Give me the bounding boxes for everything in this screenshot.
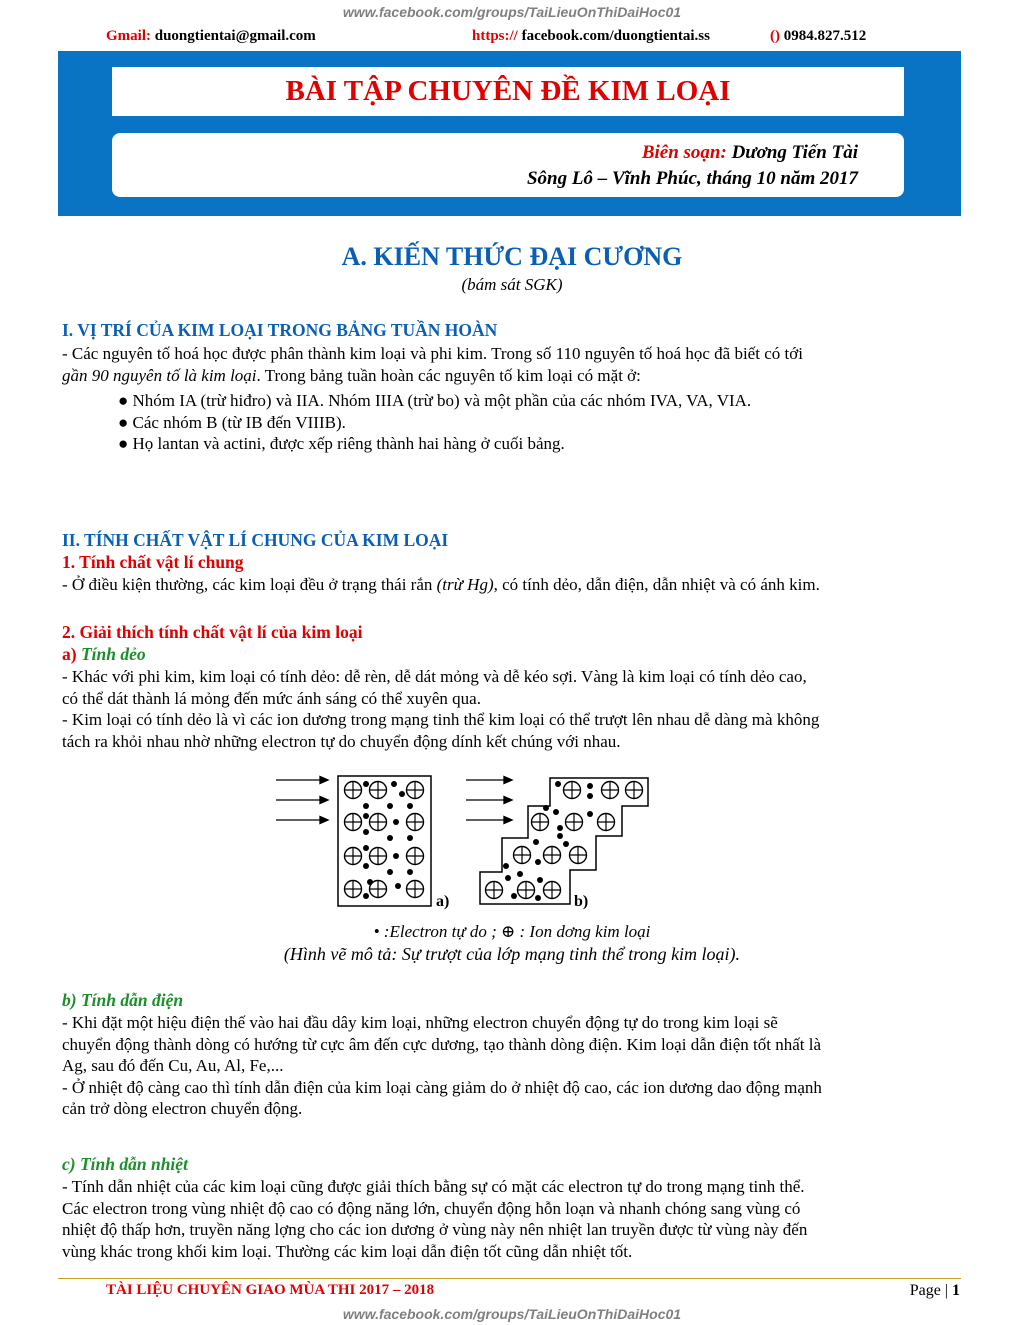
paragraph-line: - Tính dẫn nhiệt của các kim loại cũng được giải thích bằng sự có mặt các electron tự do trong mạng tinh thể. [62,1177,805,1196]
general-text-italic: (trừ Hg) [436,575,494,594]
bullet-item: ● Họ lantan và actini, được xếp riêng thành hai hàng ở cuối bảng. [118,434,565,453]
paragraph-line: chuyển động thành dòng có hướng từ cực âm đến cực dương, tạo thành dòng điện. Kim loại dẫn điện tốt nhất là [62,1034,821,1054]
facebook-value[interactable]: facebook.com/duongtientai.ss [521,28,710,44]
phone-contact: () 0984.827.512 [770,28,867,44]
https-label: https:// [472,28,518,44]
paragraph-line: - Khác với phi kim, kim loại có tính dẻo: dễ rèn, dễ dát mỏng và dễ kéo sợi. Vàng là kim loại có tính dẻo cao, [62,667,807,686]
heading-physical-properties: II. TÍNH CHẤT VẬT LÍ CHUNG CỦA KIM LOẠI [62,530,449,550]
heading-ductility [62,644,146,665]
section-subtitle: (bám sát SGK) [461,275,563,294]
phone-icon: ( [770,28,775,44]
heading-thermal: c) Tính dẫn nhiệt [62,1154,188,1174]
paragraph-line: - Ở nhiệt độ càng cao thì tính dẫn điện của kim loại càng giảm do ở nhiệt độ cao, các ion dương dao động mạnh [62,1077,822,1097]
ductility-title: Tính dẻo [80,644,146,664]
paragraph-line: nhiệt độ thấp hơn, truyền năng lợng cho các ion dương ở vùng này nên nhiệt lan truyền được từ vùng này đến [62,1220,808,1239]
paragraph-line: - Khi đặt một hiệu điện thế vào hai đầu dây kim loại, những electron chuyển động tự do trong kim loại sẽ [62,1013,778,1032]
position-bullets [118,390,751,455]
footer-divider [58,1278,961,1279]
figure-legend: • :Electron tự do ; ⊕ : Ion dơng kim loại [373,922,651,941]
paragraph-line: Ag, sau đó đến Cu, Au, Al, Fe,... [62,1056,284,1075]
ductility-paragraph [62,666,962,752]
general-text-b: , có tính dẻo, dẫn điện, dẫn nhiệt và có ánh kim. [493,575,820,594]
paragraph-line: tách ra khỏi nhau nhờ những electron tự do chuyển động dính kết chúng với nhau. [62,731,621,751]
section-title: A. KIẾN THỨC ĐẠI CƯƠNG [341,242,683,271]
position-rest: . Trong bảng tuần hoàn các nguyên tố kim loại có mặt ở: [256,365,641,385]
conductivity-paragraph [62,1012,962,1120]
paragraph-line: - Kim loại có tính dẻo là vì các ion dương trong mạng tinh thể kim loại có thể trượt lên nhau dễ dàng mà không [62,710,820,729]
figure-caption: (Hình vẽ mô tả: Sự trượt của lớp mạng tinh thể trong kim loại). [283,944,741,964]
author-label: Biên soạn: [641,142,727,163]
general-paragraph [62,574,962,596]
paragraph-line: cản trở dòng electron chuyển động. [62,1099,303,1118]
gmail-value[interactable]: duongtientai@gmail.com [154,28,316,44]
phone-value: 0984.827.512 [783,28,867,44]
gmail-label: Gmail: [106,28,151,44]
document-title: BÀI TẬP CHUYÊN ĐỀ KIM LOẠI [112,67,904,116]
page-number: 1 [952,1282,960,1299]
place-date: Sông Lô – Vĩnh Phúc, tháng 10 năm 2017 [526,168,858,189]
watermark-top: www.facebook.com/groups/TaiLieuOnThiDaiHoc01 [342,4,682,20]
page-label: Page | [909,1282,952,1299]
heading-conductivity: b) Tính dẫn điện [62,990,184,1010]
gmail-contact [106,28,316,45]
footer-label: TÀI LIỆU CHUYÊN GIAO MÙA THI 2017 – 2018 [106,1282,435,1298]
arrows-left [276,777,328,824]
lattice-label-b: b) [574,893,589,910]
lattice-a [338,776,431,906]
thermal-paragraph [62,1176,962,1262]
general-text-a: - Ở điều kiện thường, các kim loại đều ở trạng thái rắn [62,575,437,594]
paragraph-line: vùng khác trong khối kim loại. Thường các kim loại dẫn điện tốt cũng dẫn nhiệt tốt. [62,1241,633,1261]
heading-position: I. VỊ TRÍ CỦA KIM LOẠI TRONG BẢNG TUẦN HOÀN [62,320,498,340]
position-paragraph [62,343,962,386]
facebook-contact [472,28,710,45]
position-line-2 [62,365,962,387]
author-name: Dương Tiến Tài [731,142,858,163]
paragraph-line: có thể dát thành lá mỏng đến mức ánh sáng có thể xuyên qua. [62,688,481,708]
bullet-item: ● Các nhóm B (từ IB đến VIIIB). [118,412,346,432]
lattice-diagram [270,770,670,915]
subheading-explanation: 2. Giải thích tính chất vật lí của kim loại [62,622,363,642]
author-box [112,133,904,197]
bullet-item: ● Nhóm IA (trừ hiđro) và IIA. Nhóm IIIA (trừ bo) và một phần của các nhóm IVA, VA, VIA. [118,391,752,410]
subheading-general: 1. Tính chất vật lí chung [62,552,244,572]
contact-bar [0,28,1024,48]
title-banner [58,51,961,216]
lattice-label-a: a) [436,893,450,910]
watermark-bottom: www.facebook.com/groups/TaiLieuOnThiDaiHoc01 [342,1306,682,1322]
position-italic: gần 90 nguyên tố là kim loại [62,365,257,385]
position-line-1: - Các nguyên tố hoá học được phân thành kim loại và phi kim. Trong số 110 nguyên tố hoá học đã biết có tới [62,344,803,363]
arrows-right [466,777,512,824]
page-indicator [910,1282,960,1300]
paragraph-line: Các electron trong vùng nhiệt độ cao có động năng lớn, chuyển động hỗn loạn và nhanh chóng sang vùng có [62,1198,801,1218]
ductility-label: a) [62,644,81,664]
